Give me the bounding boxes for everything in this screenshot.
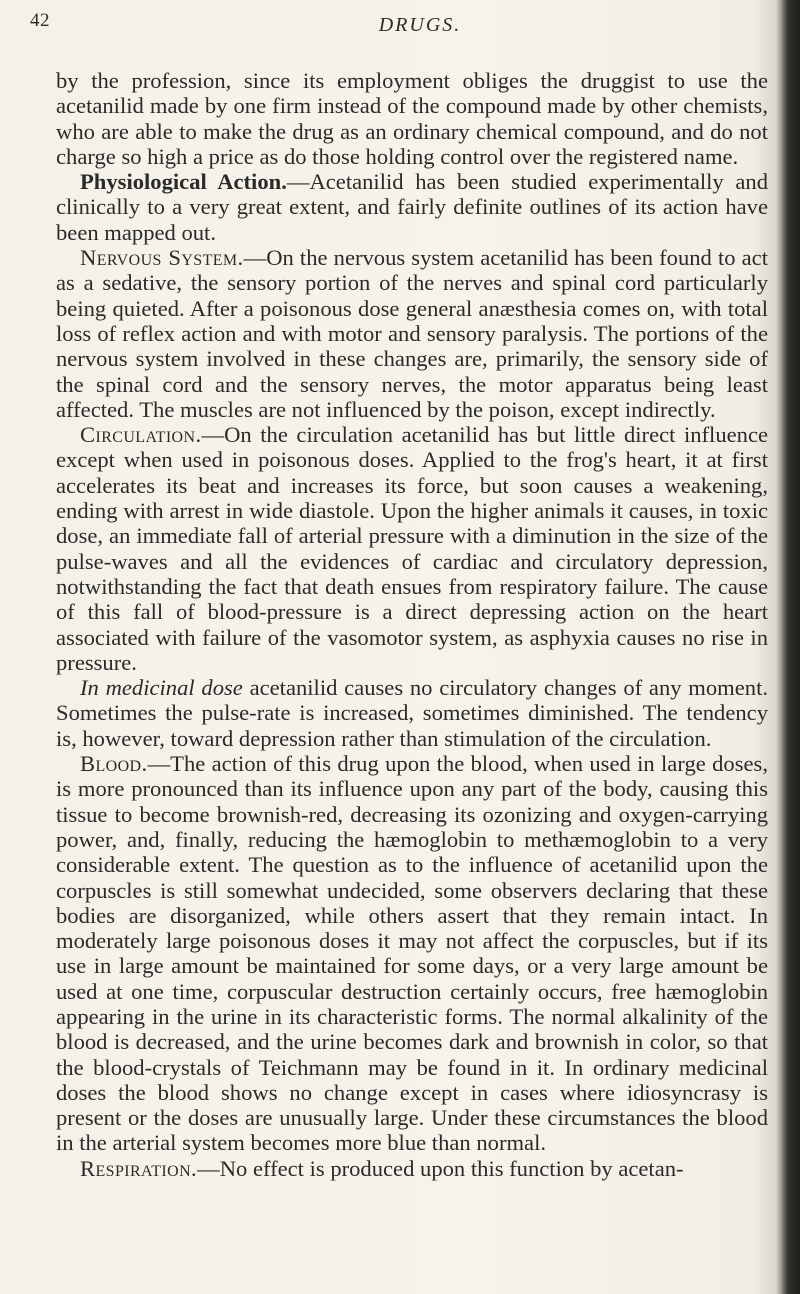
paragraph-circulation bbox=[56, 422, 768, 675]
paragraph-continuation: by the profession, since its employment obliges the druggist to use the acetanilid made by one firm instead of the compound made by other chemists, who are able to make the drug as an ordinary chemical compound, and do not charge so high a price as do those holding control over the registered name. bbox=[56, 68, 768, 169]
subheading-blood: Blood. bbox=[80, 751, 148, 777]
section-heading-physiological-action: Physiological Action. bbox=[80, 169, 287, 195]
paragraph-respiration bbox=[56, 1156, 768, 1181]
paragraph-physiological-action bbox=[56, 169, 768, 245]
paragraph-text: —Acetanilid has been studied experimentally and clinically to a very great extent, and fairly definite outlines of its action have been mapped out. bbox=[56, 169, 769, 245]
paragraph-text: —On the circulation acetanilid has but little direct influence except when used in poisonous doses. Applied to the frog's heart, it at first accelerates its beat and increases its force, but soon causes a weakening, ending with arrest in wide diastole. Upon the higher animals it causes, in toxic dose, an immediate fall of arterial pressure with a diminution in the size of the pulse-waves and all the evidences of cardiac and circulatory depression, notwithstanding the fact that death ensues from respiratory failure. The cause of this fall of blood-pressure is a direct depressing action on the heart associated with failure of the vasomotor system, as asphyxia causes no rise in pressure. bbox=[56, 422, 768, 675]
paragraph-text: —No effect is produced upon this function by acetan- bbox=[197, 1155, 684, 1181]
paragraph-text: —The action of this drug upon the blood, when used in large doses, is more pronounced than its influence upon any part of the body, causing this tissue to become brownish-red, decreasing its ozonizing and oxygen-carrying power, and, finally, reducing the hæmoglobin to methæmoglobin to a very considerable extent. The question as to the influence of acetanilid upon the corpuscles is still somewhat undecided, some observers declaring that these bodies are disorganized, while others assert that they remain intact. In moderately large poisonous doses it may not affect the corpuscles, but if its use in large amount be maintained for some days, or a very large amount be used at one time, corpuscular destruction certainly occurs, free hæmoglobin appearing in the urine in its characteristic forms. The normal alkalinity of the blood is decreased, and the urine becomes dark and brownish in color, so that the blood-crystals of Teichmann may be found in it. In ordinary medicinal doses the blood shows no change except in cases where idiosyncrasy is present or the doses are unusually large. Under these circumstances the blood in the arterial system becomes more blue than normal. bbox=[56, 751, 768, 1156]
running-head: DRUGS. bbox=[378, 14, 462, 36]
paragraph-text: —On the nervous system acetanilid has been found to act as a sedative, the sensory portion of the nerves and spinal cord particularly being quieted. After a poisonous dose general anæsthesia comes on, with total loss of reflex action and with motor and sensory paralysis. The portions of the nervous system involved in these changes are, primarily, the sensory side of the spinal cord and the sensory nerves, the motor apparatus being least affected. The muscles are not influenced by the poison, except indirectly. bbox=[56, 245, 768, 422]
subheading-circulation: Circulation. bbox=[80, 422, 202, 448]
subheading-nervous-system: Nervous System. bbox=[80, 245, 244, 271]
paragraph-medicinal-dose bbox=[56, 675, 768, 751]
subheading-respiration: Respiration. bbox=[80, 1155, 198, 1181]
italic-lead: In medicinal dose bbox=[80, 675, 243, 701]
paragraph-blood bbox=[56, 751, 768, 1156]
page-edge-shadow bbox=[782, 0, 800, 1294]
page-number: 42 bbox=[30, 10, 50, 31]
paragraph-text: acetanilid causes no circulatory changes of any moment. Sometimes the pulse-rate is increased, sometimes diminished. The tendency is, however, toward depression rather than stimulation of the circulation. bbox=[56, 675, 768, 751]
paragraph-nervous-system bbox=[56, 245, 768, 422]
body-text bbox=[56, 68, 768, 1181]
